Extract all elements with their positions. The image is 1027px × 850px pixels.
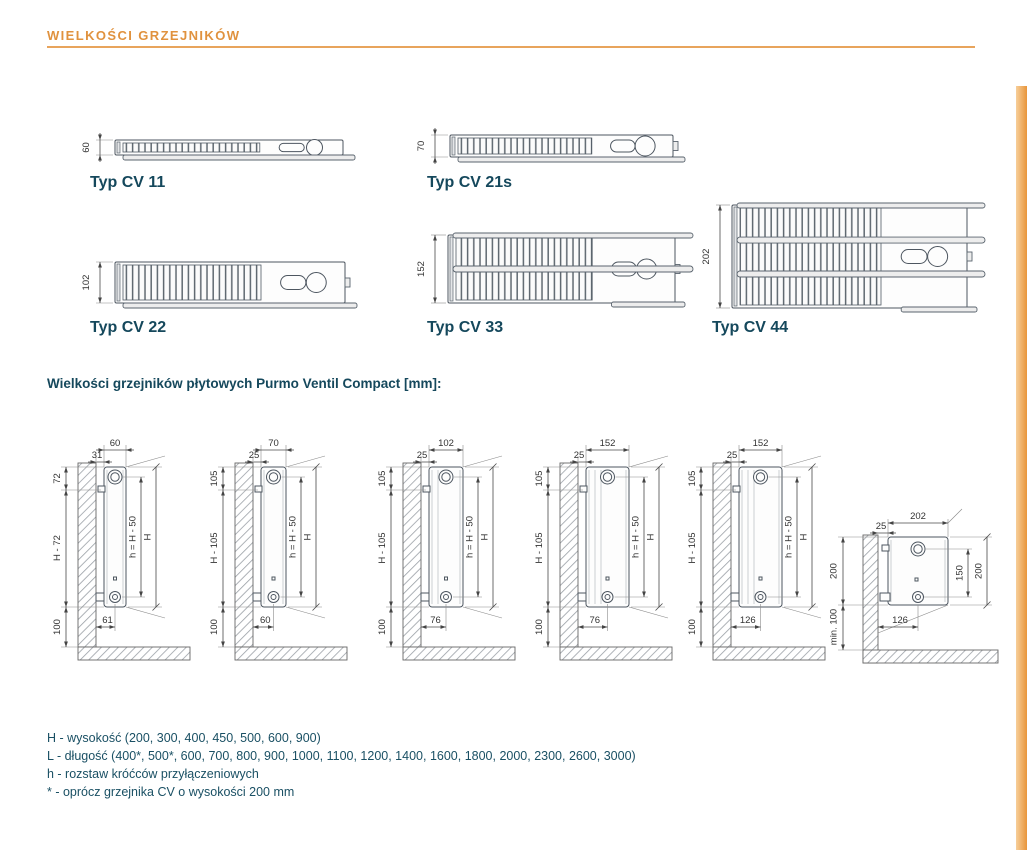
dim-label: H (479, 533, 491, 541)
corner-view-drawing (822, 445, 1027, 700)
side-view-drawing-4 (530, 420, 695, 675)
dim-label: 126 (739, 615, 756, 626)
dim-label: 76 (430, 615, 441, 626)
dim-label: 31 (91, 450, 103, 461)
radiator-top-view-4 (415, 225, 707, 325)
note-spacing: h - rozstaw króćców przyłączeniowych (47, 767, 259, 781)
side-view-drawing-3 (373, 420, 538, 675)
dim-label: 76 (589, 615, 601, 626)
dim-label: 152 (599, 438, 616, 449)
radiator-top-view-3 (80, 252, 372, 325)
dim-label: 152 (752, 438, 769, 449)
dim-label: H (302, 533, 314, 541)
dim-label: H (798, 533, 810, 541)
dim-label: 25 (875, 521, 887, 532)
dim-label: 25 (573, 450, 585, 461)
dim-label: H - 105 (377, 532, 388, 564)
dim-label: 25 (416, 450, 428, 461)
dim-label: h = H - 50 (287, 516, 299, 558)
dim-label: 105 (377, 470, 388, 487)
page-title: WIELKOŚCI GRZEJNIKÓW (47, 28, 241, 43)
side-view-drawing-1 (48, 420, 213, 675)
dim-label: 100 (377, 619, 388, 635)
dim-label: 202 (910, 511, 926, 522)
dim-label: 70 (416, 140, 427, 152)
dim-label: 152 (416, 261, 427, 277)
dim-label: 25 (248, 450, 260, 461)
dim-label: 202 (701, 248, 712, 265)
dim-label: H - 105 (687, 532, 698, 564)
dim-label: 105 (687, 470, 698, 487)
dim-label: h = H - 50 (127, 516, 139, 558)
section-heading: Wielkości grzejników płytowych Purmo Ventil Compact [mm]: (47, 376, 442, 391)
dim-label: 200 (828, 563, 840, 579)
dim-label: 60 (259, 615, 271, 626)
dim-label: 60 (81, 142, 92, 153)
side-view-drawing-2 (205, 420, 370, 675)
dim-label: H (645, 533, 657, 541)
dim-label: 100 (52, 619, 63, 635)
radiator-top-view-5 (700, 193, 1002, 326)
dim-label: 100 (687, 619, 698, 635)
type-label-cv11: Typ CV 11 (90, 174, 166, 191)
dim-label: h = H - 50 (464, 516, 476, 558)
dim-label: 105 (534, 470, 545, 487)
radiator-top-view-1 (80, 130, 372, 181)
note-exception: * - oprócz grzejnika CV o wysokości 200 mm (47, 785, 295, 799)
dim-label: H - 105 (534, 532, 545, 564)
note-length: L - długość (400*, 500*, 600, 700, 800, 900, 1000, 1100, 1200, 1400, 1600, 1800, 2000, 2300, 2600, 3000) (47, 749, 636, 763)
dim-label: h = H - 50 (630, 516, 642, 558)
dim-label: 72 (52, 473, 63, 484)
dim-label: H - 72 (52, 535, 63, 561)
note-height: H - wysokość (200, 300, 400, 450, 500, 600, 900) (47, 731, 321, 745)
radiator-top-view-2 (415, 126, 707, 183)
dim-label: min. 100 (828, 608, 840, 646)
dim-label: 61 (102, 615, 113, 626)
type-label-cv44: Typ CV 44 (712, 319, 789, 336)
dim-label: 100 (209, 619, 220, 635)
dim-label: 70 (268, 438, 279, 449)
dim-label: 102 (81, 274, 92, 291)
dim-label: h = H - 50 (783, 516, 795, 558)
dim-label: 200 (973, 563, 985, 579)
type-label-cv33: Typ CV 33 (427, 319, 504, 336)
dim-label: H (142, 533, 154, 541)
dim-label: 150 (954, 565, 966, 581)
dim-label: 126 (892, 615, 908, 626)
dim-label: 25 (726, 450, 738, 461)
type-label-cv22: Typ CV 22 (90, 319, 167, 336)
dim-label: 60 (109, 438, 121, 449)
dim-label: 102 (438, 438, 454, 449)
dim-label: H - 105 (209, 532, 220, 564)
dim-label: 105 (209, 470, 220, 487)
dim-label: 100 (534, 619, 545, 635)
header-rule (47, 46, 975, 48)
type-label-cv21s: Typ CV 21s (427, 174, 513, 191)
